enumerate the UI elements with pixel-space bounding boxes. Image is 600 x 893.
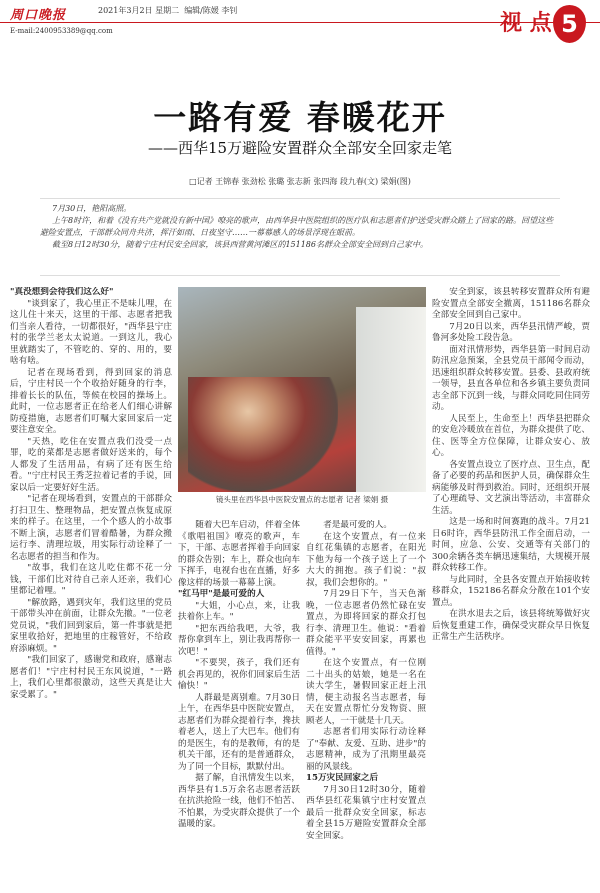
contact-email: E-mail:2400953389@qq.com [10,27,113,35]
issue-date: 2021年3月2日 星期二 编辑/陈媛 李钊 [98,6,238,15]
paragraph: "不要哭，孩子，我们还有机会再见的，祝你们回家后生活愉快！" [178,658,300,691]
paragraph: 各安置点设立了医疗点、卫生点，配备了必要的药品和医护人员，确保群众生病能够及时得到救治。同时，还组织开展了心理疏导、文艺演出等活动，丰富群众生活。 [432,459,590,516]
lead-paragraph: 截至8日12时30分，随着宁庄村民安全回家，该县西营黄河滩区的151186名群众全部安全回到自己家中。 [52,240,428,249]
paragraph: 7月30日12时30分，随着西华县红花集镇宁庄村安置点最后一批群众安全回家，标志着全县15万避险安置群众全部安全回家。 [306,784,426,841]
paragraph: 人群最是离别难。7月30日上午，在西华县中医院安置点，志愿者们为群众提着行李，搀扶着老人，送上了大巴车。他们有的是医生，有的是教师，有的是机关干部，还有的是普通群众，为了同一个目标，默默付出。 [178,692,300,772]
paragraph: 志愿者们用实际行动诠释了"奉献、友爱、互助、进步"的志愿精神，成为了汛期里最亮丽的风景线。 [306,727,426,772]
paragraph: 据了解，自汛情发生以来，西华县有1.5万余名志愿者活跃在抗洪抢险一线，他们不怕苦、不怕累，为受灾群众提供了一个温暖的家。 [178,773,300,829]
paragraph: 7月20日以来，西华县汛情严峻，贾鲁河多处险工段告急。 [432,321,590,343]
article-column-4 [432,287,590,885]
section-title: 视 点 [500,10,552,36]
article-headline: 一路有爱 春暖花开 [153,98,447,137]
paragraph: "故事，我们在这儿吃住都不花一分钱，干部们比对待自己亲人还亲，我们心里都记着哩。" [10,563,172,596]
page-number-badge: 5 [553,5,586,43]
lead-paragraph: 上午8时许，和着《没有共产党就没有新中国》嘹亮的歌声，由西华县中医院组织的医疗队和志愿者们护送受灾群众踏上了回家的路。回望这些避险安置点，干部群众同舟共济，挥汗如雨、日夜坚守……一幕幕感人的场景浮现在眼前。 [40,216,554,237]
paragraph: "我们回家了，感谢党和政府，感谢志愿者们！"宁庄村村民王东风说道，"一路上，我们心里都很激动，这些天真是让大家受累了。" [10,655,172,700]
paragraph: 人民至上，生命至上！西华县把群众的安危冷暖放在首位，为群众提供了吃、住、医等全方位保障，让群众安心、放心。 [432,413,590,458]
subsection-heading: 15万灾民回家之后 [306,773,379,783]
paragraph: 在这个安置点，有一位来自红花集镇的志愿者，在阳光下他为每一个孩子送上了一个大大的拥抱。孩子们说："叔叔，我们会想你的。" [306,531,426,588]
news-photo [178,287,426,492]
newspaper-logo: 周口晚报 [10,8,67,23]
paragraph: "天热，吃住在安置点我们没受一点罪，吃的菜都是志愿者做好送来的，每个人都发了生活用品，有病了还有医生给看。"宁庄村民王秀芝拉着记者的手说，回家以后一定要好好生活。 [10,436,172,493]
article-column-1 [10,287,172,885]
paragraph: 7月29日下午，当天色渐晚，一位志愿者仍然忙碌在安置点，为即将回家的群众打包行李、清理卫生。他说："看着群众能平平安安回家，再累也值得。" [306,589,426,657]
paragraph: 这是一场和时间赛跑的战斗。7月21日6时许，西华县防汛工作全面启动，一时间，应急、公安、交通等有关部门的300余辆各类车辆迅速集结，大规模开展群众转移工作。 [432,517,590,573]
article-byline: □记者 王锦春 张劲松 张璐 张志新 张四海 段九春(文) 梁娟(图) [189,177,411,186]
paragraph: 面对汛情形势，西华县第一时间启动防汛应急预案，全县党员干部闻令而动，迅速组织群众转移安置。县委、县政府统一领导，县直各单位和各乡镇主要负责同志全部下沉到一线，与群众同吃同住同劳动。 [432,344,590,412]
paragraph: 与此同时，全县各安置点开始接收转移群众，152186名群众分散在101个安置点。 [432,574,590,608]
paragraph: 者是最可爱的人。 [323,520,392,530]
paragraph: 在洪水退去之后，该县将统筹做好灾后恢复重建工作，确保受灾群众早日恢复正常生产生活秩序。 [432,609,590,642]
article-subheadline: ——西华15万避险安置群众全部安全回家走笔 [147,139,453,157]
paragraph: "谈到家了，我心里正不是味儿哩，在这儿住十来天，这里的干部、志愿者把我们当亲人看待，一切都很好，"西华县宁庄村的张学兰老太太说道。一到这儿，我心里就踏实了，不管吃的、穿的、用的，要啥有啥。 [10,298,172,366]
paragraph: 记者在现场看到，得到回家的消息后，宁庄村民一个个收拾好随身的行李，排着长长的队伍，等候在校园的操场上。此时，一位志愿者正在给老人们细心讲解防疫措施，志愿者们叮嘱大家回家后一定要注意安全。 [10,367,172,435]
photo-caption: 镜头里在西华县中医院安置点的志愿者 记者 梁娟 摄 [215,495,389,504]
paragraph: 在这个安置点，有一位刚二十出头的姑娘，她是一名在读大学生，暑假回家正赶上汛情，便主动报名当志愿者，每天在安置点帮忙分发物资、照顾老人，一干就是十几天。 [306,658,426,726]
paragraph: 安全到家，该县转移安置群众所有避险安置点全部安全撤离，151186名群众全部安全回到自己家中。 [432,287,590,320]
crowd-shape [188,377,338,492]
paragraph: "解放路，遇到灾年，我们这里的党员干部带头冲在前面，让群众先撤。"一位老党员说，"我们回到家后，第一件事就是把家里收拾好，把地里的庄稼管好，不给政府添麻烦。" [10,597,172,654]
article-column-2 [178,520,300,885]
subsection-heading: "红马甲"是最可爱的人 [178,589,265,599]
subsection-heading: "真没想到会待我们这么好" [10,287,114,297]
bus-shape [356,307,426,492]
paragraph: "大姐，小心点，来，让我扶着你上车。" [178,600,300,622]
lead-paragraph: 7月30日，艳阳高照。 [52,204,132,213]
paragraph: "记者在现场看到，安置点的干部群众打扫卫生、整理物品，把安置点恢复成原来的样子。在这里，一个个感人的小故事不断上演，志愿者们冒着酷暑，为群众搬运行李、清理垃圾，用实际行动诠释了一名志愿者的担当和作为。 [10,494,172,562]
paragraph: "把东西给我吧，大爷，我帮你拿到车上，别让我再帮你一次吧！" [178,623,300,657]
article-column-3 [306,520,426,885]
paragraph: 随着大巴车启动，伴着全体《歌唱祖国》嘹亮的歌声，车下，干部、志愿者挥着手向回家的群众告别；车上，群众也向车下挥手，电视台也在直播，好多像这样的场景一幕幕上演。 [178,520,300,588]
article-lead [40,198,560,276]
